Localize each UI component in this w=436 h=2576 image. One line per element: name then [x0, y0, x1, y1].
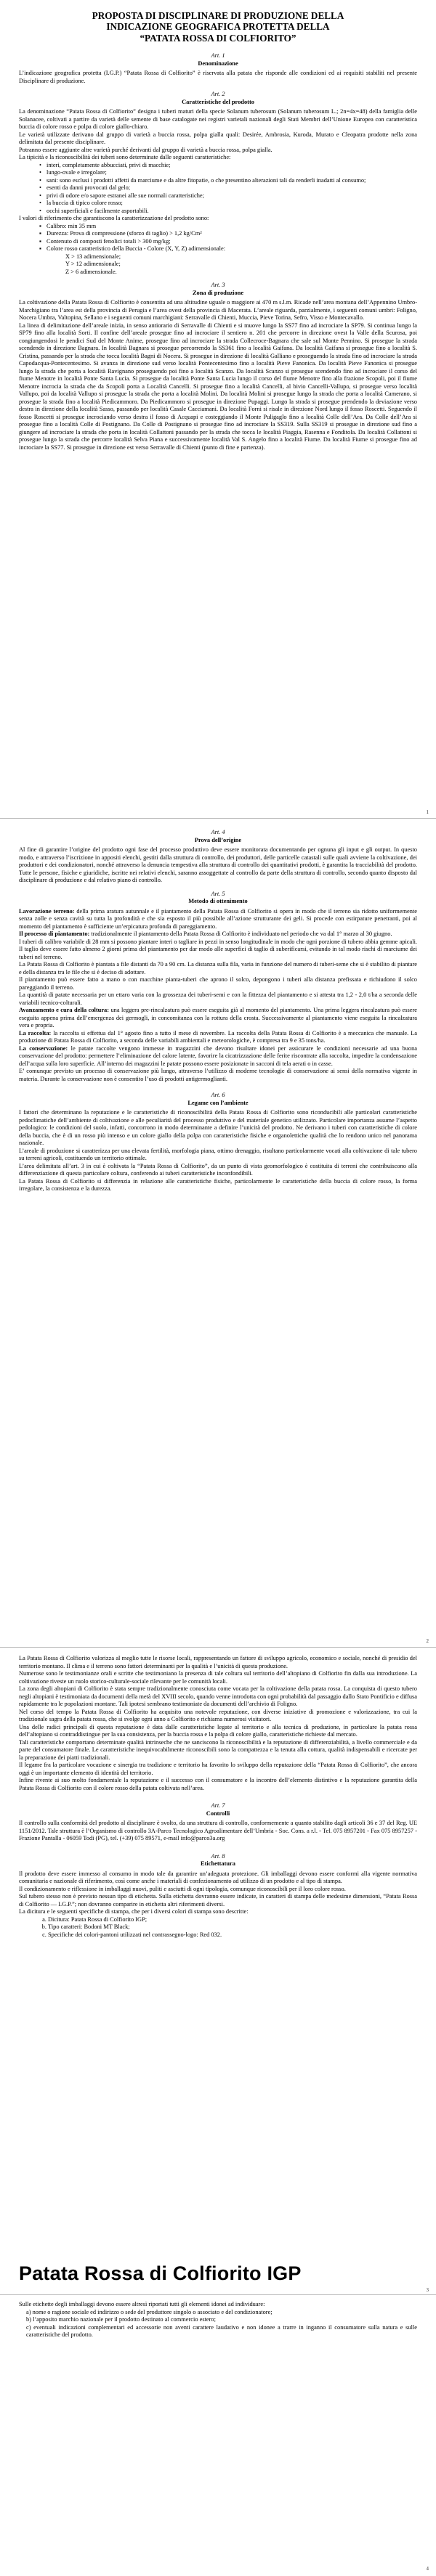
page-number: 4 [426, 2566, 429, 2572]
art1-text: L’indicazione geografica protetta (I.G.P.) “Patata Rossa di Colfiorito” è riservata alla patata che risponde alle condizioni ed ai requisiti stabiliti nel presente Disciplinare di produzione. [19, 70, 417, 84]
xyz-values [65, 253, 417, 277]
label-specs-list [48, 1916, 417, 1939]
page-1-content [19, 10, 417, 451]
art3-paragraph: La linea di delimitazione dell’areale inizia, in senso antiorario di Serravalle di Chienti e si muove lungo la SS77 fino ad incrociare la SP79. Si continua lungo la SP79 fino alla località Sorti. Il confine dell’areale prosegue fino ad incrociare il sentiero n. 201 che percorre in direzione ovest la Valle della Scurosa, poi congiungendosi le pendici Sud del Monte Anime, prosegue fino ad incrociare la strada Collecroce-Bagnara che sale sul Monte Pennino. Si prosegue la strada scendendo in direzione Bagnara. In località Bagnara si prosegue percorrendo la SS361 fino a località Gaifana. Da località Gaifana si prosegue fino a località S. Cristina, passando per la strada che tocca località Bagni di Nocera. Si prosegue in direzione di località Galliano e proseguendo la strada fino ad incrociare la strada Capodacqua-Pontecentesimo. Si avanza in direzione sud verso località Pontecentesimo fino a località Pieve Fanonica. Da località Pieve Fanonica si prosegue lungo la strada che porta a località Ravignano proseguendo poi fino a località Scanzo. Da località Scanzo si prosegue scendendo fino ad incrociare il corso del fiume Menotre in località Ponte Santa Lucia. Si prosegue da località Ponte Santa Lucia lungo il corso del fiume Menotre fino alla frazione Scopoli, poi il fiume Menotre incrocia la strada che da Scopoli porta a Località Cancelli. Si prosegue fino a località Cancelli, al bivio Cancelli-Vallupo, si prosegue verso località Vallupo, poi da località Vallupo si prosegue la strada che porta a località Molini. Da località Molini si prosegue lungo la strada che porta a località Camerano, si prosegue la strada fino a località Piedicammoro. Da Piedicammoro si prosegue in direzione Pupaggi. Lungo la strada si prosegue prendendo la deviazione verso destra in direzione della località Sasso, passando per località Casale Cacciamani. Da località Forni si risale in direzione Nord lungo il fosso Roscetti. Seguendo il fosso Roscetti si prosegue incrociando verso destra il fosso di Acquapi e costeggiando il Monte Puligaglo fino a località Colle dell’Ara. Da Colle dell’Ara si prosegue fino a località Colle di Postignano. Da Colle di Postignano si prosegue fino ad incrociare la SS319. Sulla SS319 si prosegue in direzione sud fino a giungere ad incrociare la strada che porta in località Collattoni passando per la strada che tocca le località Piaggia, Rasenna e Fonditola. Da località Collattoni si prosegue lungo la strada che percorre località Selva Piana e successivamente località Val S. Angelo fino a località Fiume. Da località Fiume si prosegue fino ad incrociare la SS77. Si prosegue in direzione est verso Serravalle di Chienti (punto di fine e partenza). [19, 322, 417, 451]
art3-label: Art. 3 [211, 282, 225, 289]
art6-paragraph: La zona degli altopiani di Colfiorito è stata sempre tradizionalmente conosciuta come vocata per la coltivazione della patata rossa. La conquista di questo tubero negli altopiani è testimoniata da documenti della metà del XVIII secolo, quando venne introdotta con ogni probabilità dal passaggio dallo Stato Pontificio e diffusa rapidamente tra le popolazioni montane. Tali ipotesi sembrano testimoniate da documenti dell’archivio di Foligno. [19, 1685, 417, 1707]
art8-title: Etichettatura [201, 1860, 235, 1867]
page-2 [0, 819, 436, 1648]
art6-paragraph: Il legame fra la particolare vocazione e sinergia tra tradizione e territorio ha favorito lo sviluppo della reputazione della “Patata Rossa di Colfiorito”, che ancora oggi è un importante elemento di identità del territorio. [19, 1762, 417, 1776]
lavorazione-text: della prima aratura autunnale e il piantamento della Patata Rossa di Colfiorito si opera in modo che il terreno sia ridotto uniformemente senza zolle e senza cavità su tutta la profondità e che sia esposto il più possibile all’azione strutturante dei geli. Si procede con estirpature penetranti, poi al momento del piantamento è sufficiente un’erpicatura profonda di pareggiamento. [19, 907, 417, 930]
art6-paragraph: La Patata Rossa di Colfiorito si differenzia in relazione alle caratteristiche fisiche, particolarmente le caratteristiche della buccia di colore rosso, la forma irregolare, la consistenza e la durezza. [19, 1177, 417, 1192]
art6-title: Legame con l’ambiente [187, 1099, 249, 1106]
title-line-2: INDICAZIONE GEOGRAFICA PROTETTA DELLA [106, 21, 330, 33]
title-line-3: “PATATA ROSSA DI COLFIORITO” [140, 32, 296, 44]
art8-paragraph: Sul tubero stesso non è previsto nessun tipo di etichetta. Sulla etichetta dovranno essere indicate, in caratteri di stampa delle medesime dimensioni, “Patata Rossa di Colfiorito — I.G.P.”; non dovranno comparire in etichetta altri riferimenti diversi. [19, 1893, 417, 1908]
art4-label: Art. 4 [211, 829, 225, 835]
page-4 [0, 2295, 436, 2576]
art2-label: Art. 2 [211, 91, 225, 98]
title-line-1: PROPOSTA DI DISCIPLINARE DI PRODUZIONE DELLA [92, 10, 344, 21]
list-item: a. Dicitura: Patata Rossa di Colfiorito IGP; [48, 1916, 417, 1924]
tuber-features-list [41, 162, 417, 216]
art5-paragraph: La Patata Rossa di Colfiorito è piantata a file distanti da 70 a 90 cm. La distanza sulla fila, varia in funzione del numero di tuberi-seme che si è stabilito di piantare e della distanza tra le file che si è deciso di adottare. [19, 961, 417, 976]
art7-label: Art. 7 [211, 1802, 225, 1809]
document-title [19, 10, 417, 44]
list-item: ▪ Durezza: Prova di compressione (sforzo di taglio) > 1,2 kg/Cm² [41, 230, 417, 238]
art3-paragraph: La coltivazione della Patata Rossa di Colfiorito è consentita ad una altitudine uguale o maggiore ai 470 m s.l.m. Ricade nell’area montana dell’Appennino Umbro-Marchigiano tra l’area est della provincia di Perugia e l’area ovest della provincia di Macerata. L’areale riguarda, parzialmente, i seguenti comuni umbri: Foligno, Nocera Umbra, Valtopina, Sellano e i seguenti comuni marchigiani: Serravalle di Chienti, Muccia, Pieve Torina, Sefro, Visso e Montecavallo. [19, 299, 417, 322]
art5-paragraph [19, 1007, 417, 1030]
art3-title: Zona di produzione [192, 289, 244, 296]
art6-label: Art. 6 [211, 1092, 225, 1098]
avanzamento-heading: Avanzamento e cura della coltura: [19, 1007, 110, 1013]
art6-paragraph: La Patata Rossa di Colfiorito valorizza al meglio tutte le risorse locali, rappresentando un fattore di sviluppo agricolo, economico e sociale, nonché di presidio del territorio montano. Il clima e il terreno sono fattori determinanti per la qualità e l’unicità di questa produzione. [19, 1655, 417, 1669]
art6-paragraph: Tali caratteristiche comportano determinate qualità intrinseche che ne sanciscono la riconoscibilità e la reputazione di differenziabilità, a livello commerciale e da parte del consumatore finale. Le caratteristiche inequivocabilmente riconoscibili sono la compattezza e la tenuta alla cottura, qualità indispensabili e ricercate per la preparazione dei piatti tradizionali. [19, 1738, 417, 1761]
list-item: • sani: sono esclusi i prodotti affetti da marciume e da altre fitopatie, o che presentino alterazioni tali da renderli inadatti al consumo; [41, 177, 417, 185]
raccolta-heading: La raccolta: [19, 1029, 52, 1036]
reference-values-list [41, 223, 417, 253]
list-item: Y > 12 adimensionale; [65, 261, 121, 268]
list-item: Z > 6 adimensionale. [65, 268, 117, 275]
art2-paragraph: La denominazione “Patata Rossa di Colfiorito” designa i tuberi maturi della specie Solanum tuberosum (Solanum tuberosum L.; 2n=4x=48) della famiglia delle Solanacee, coltivati a partire da varietà delle semente di base catalogate nei registri varietali nazionali degli Stati Membri dell’Unione Europea con caratteristica buccia di colore rosso e polpa di colore giallo-chiaro. [19, 108, 417, 131]
page-1 [0, 0, 436, 819]
art1-title: Denominazione [198, 60, 238, 67]
art2-paragraph: Le varietà utilizzate derivano dal gruppo di varietà a buccia rossa, polpa gialla quali: Desirée, Ambrosia, Kuroda, Murato e Cleopatra prodotte nella zona delimitata dal presente disciplinare. [19, 131, 417, 146]
art6-paragraph: I fattori che determinano la reputazione e le caratteristiche di riconoscibilità della Patata Rossa di Colfiorito sono riconducibili alle particolari caratteristiche pedoclimatiche dell’ambiente di coltivazione e alle peculiarità del processo produttivo e del materiale genetico utilizzato. Particolare importanza assume l’aspetto pedologico: le condizioni del suolo, infatti, concorrono in modo determinante a definire l’unicità del prodotto. Ne derivano i tuberi con caratteristiche di colore della buccia, che è di un rosso più intenso e un colore giallo della polpa con caratteristiche fisiche e organolettiche qualità che lo rendono unico nel panorama nazionale. [19, 1109, 417, 1146]
conservazione-heading: La conservazione: [19, 1044, 68, 1052]
art8-label: Art. 8 [211, 1852, 225, 1860]
page-4-content [19, 2301, 417, 2339]
art5-title: Metodo di ottenimento [188, 898, 248, 904]
page-number: 3 [426, 2287, 429, 2293]
art5-paragraph: Il piantamento può essere fatto a mano o con macchine pianta-tuberi che aprono il solco, depongono i tuberi alla distanza prefissata e richiudono il solco pareggiando il terreno. [19, 976, 417, 991]
art5-paragraph [19, 908, 417, 931]
piantamento-heading: Il processo di piantamento: [19, 931, 90, 937]
list-item: ▪ Contenuto di composti fenolici totali > 300 mg/kg; [41, 238, 417, 246]
art8-paragraph: Sulle etichette degli imballaggi devono essere altresì riportati tutti gli elementi idonei ad individuare: [19, 2301, 265, 2307]
art5-paragraph [19, 1030, 417, 1045]
art4-title: Prova dell’origine [194, 836, 242, 843]
list-item: • la buccia di tipico colore rosso; [41, 200, 417, 208]
list-item: a) nome o ragione sociale ed indirizzo o sede del produttore singolo o associato e del condizionatore; [26, 2308, 272, 2315]
art8-paragraph: Il prodotto deve essere immesso al consumo in modo tale da garantire un’adeguata protezione. Gli imballaggi devono essere conformi alla vigente normativa comunitaria e nazionale di riferimento, così come anche i materiali di confezionamento ad utilizzo di un prodotto e al tipo di stampa. [19, 1870, 417, 1884]
conservazione-text: le patate raccolte vengono immesse in magazzini che devono risultare idonei per assicurare le condizioni necessarie ad una buona conservazione del prodotto: permettere l’eliminazione del calore latente, favorire la cicatrizzazione delle ferite riscontrate alla raccolta, impedire la condensazione dell’acqua sulla loro superficie. All’interno dei magazzini le patate possono essere posizionate in sacconi di tela aerati o in casse. [19, 1044, 417, 1067]
art5-paragraph [19, 931, 417, 939]
list-item: • lungo-ovale e irregolare; [41, 169, 417, 177]
art6-paragraph: L’area delimitata all’art. 3 in cui è coltivata la “Patata Rossa di Colfiorito”, da un punto di vista geomorfologico è costituita di terreni che contribuiscono alla differenziazione di questa particolare coltura, conferendo ai tuberi caratteristiche inconfondibili. [19, 1162, 417, 1177]
page-3-content [19, 1655, 417, 1939]
list-item: ▪ Colore rosso caratteristico della Buccia - Colore (X, Y, Z) adimensionale: [41, 245, 417, 253]
art8-paragraph: Il condizionamento e riflessione in imballaggi nuovi, puliti e asciutti di ogni tipologia, comunque riconoscibili per il loro colore rosso. [19, 1885, 346, 1892]
art8-paragraph: La dicitura e le seguenti specifiche di stampa, che per i diversi colori di stampa sono descritte: [19, 1908, 249, 1915]
label-elements-list [26, 2309, 417, 2339]
list-item: • interi, completamente abbucciati, privi di macchie; [41, 162, 417, 170]
art6-paragraph: L’areale di produzione si caratterizza per una elevata fertilità, morfologia piana, ottimo drenaggio, risultano particolarmente vocati alla coltivazione di tale tubero su terreni agricoli, costituendo un territorio ottimale. [19, 1147, 417, 1161]
list-item: b) l’apposito marchio nazionale per il prodotto destinato al commercio estero; [26, 2316, 216, 2323]
art6-paragraph: Infine rivente ai suo molto fondamentale la reputazione e il successo con il consumatore e la incontro dell’elemento distintivo e la reputazione garantita della Patata Rossa di Colfiorito con il colore rosso della patata coltivata nell’area. [19, 1777, 417, 1791]
art5-paragraph: I tuberi di calibro variabile di 28 mm si possono piantare interi o tagliare in pezzi in senso longitudinale in modo che ogni porzione di tubero abbia gemme apicali. Il taglio deve essere fatto almeno 2 giorni prima del piantamento per dar modo alle superfici di taglio di suberificarsi, evitando in tal modo rischi di marciume dei tuberi nel terreno. [19, 938, 417, 960]
page-2-content [19, 827, 417, 1193]
list-item: c) eventuali indicazioni complementari ed accessorie non aventi carattere laudativo e non idonee a trarre in inganno il consumatore sulla natura e sulle caratteristiche del prodotto. [26, 2323, 417, 2338]
art2-title: Caratteristiche del prodotto [182, 98, 254, 105]
list-item: X > 13 adimensionale; [65, 253, 121, 260]
raccolta-text: la raccolta si effettua dal 1° agosto fino a tutto il mese di novembre. La raccolta della Patata Rossa di Colfiorito è a meccanica che manuale. La produzione di Patata Rossa di Colfiorito, a seconda delle variabili ambientali e meteorologiche, è compresa tra 9 e 35 tons/ha. [19, 1029, 417, 1044]
art2-paragraph: I valori di riferimento che garantiscono la caratterizzazione del prodotto sono: [19, 215, 209, 222]
art2-paragraph: Potranno essere aggiunte altre varietà purché derivanti dal gruppo di varietà a buccia rossa, polpa gialla. [19, 146, 272, 153]
lavorazione-heading: Lavorazione terreno: [19, 907, 75, 915]
list-item: b. Tipo caratteri: Bodoni MT Black; [48, 1923, 417, 1931]
avanzamento-text: una leggera pre-rincalzatura può essere eseguita già al momento del piantamento. Una prima leggera rincalzatura può essere eseguita appena prima dell’emergenza dei germogli, in concomitanza con la rottura della crosta. Successivamente al piantamento viene eseguita la rincalzatura vera e propria. [19, 1007, 417, 1029]
piantamento-text: tradizionalmente il piantamento della Patata Rossa di Colfiorito è individuato nel periodo che va dal 1° marzo al 30 giugno. [89, 931, 392, 937]
art5-paragraph [19, 1045, 417, 1068]
list-item: ▪ Calibro: min 35 mm [41, 223, 417, 231]
art6-paragraph: Numerose sono le testimonianze orali e scritte che testimoniano la presenza di tale coltura sul territorio dell’altopiano di Colfiorito fin dalla sua introduzione. La coltivazione riveste un ruolo storico-culturale-sociale rilevante per le comunità locali. [19, 1670, 417, 1685]
art2-paragraph: La tipicità e la riconoscibilità dei tuberi sono determinate dalle seguenti caratteristiche: [19, 154, 231, 161]
page-number: 1 [426, 809, 429, 815]
art1-label: Art. 1 [211, 52, 225, 60]
art5-paragraph: La quantità di patate necessaria per un ettaro varia con la grossezza dei tuberi-semi e con la fittezza del piantamento e si attesta tra 1,2 - 2,0 t/ha a seconda delle variabili tecnico-colturali. [19, 991, 417, 1006]
list-item: • privi di odore e/o sapore estranei alle sue normali caratteristiche; [41, 192, 417, 200]
page-3 [0, 1648, 436, 2295]
list-item: • occhi superficiali e facilmente asportabili. [41, 208, 417, 216]
igp-logo-text: Patata Rossa di Colfiorito IGP [19, 2262, 302, 2284]
list-item: • esenti da danni provocati dal gelo; [41, 184, 417, 192]
list-item: c. Specifiche dei colori-pantoni utilizzati nel contrassegno-logo: Red 032. [48, 1931, 417, 1939]
art5-paragraph: E’ comunque previsto un processo di conservazione più lungo, attraverso l’utilizzo di moderne tecnologie di conservazione ai sensi della normativa vigente in materia. Durante la conservazione non è consentito l’uso di prodotti antigermoglianti. [19, 1068, 417, 1082]
art6-paragraph: Una delle radici principali di questa reputazione è data dalle caratteristiche legate al territorio e alla tecnica di produzione, in particolare la patata rossa dell’altopiano si contraddistingue per la sua consistenza, per la buccia rossa e la polpa di colore giallo, caratteristiche richieste dal mercato. [19, 1723, 417, 1738]
art7-paragraph: Il controllo sulla conformità del prodotto al disciplinare è svolto, da una struttura di controllo, conformemente a quanto stabilito dagli articoli 36 e 37 del Reg. UE 1151/2012. Tale struttura è l’Organismo di controllo 3A-Parco Tecnologico Agroalimentare dell’Umbria - Soc. Cons. a r.l. - Tel. 075 8957201 - Fax 075 8957257 - Frazione Pantalla - 06059 Todi (PG), tel. (+39) 075 89571, e-mail info@parco3a.org [19, 1820, 417, 1841]
art6-paragraph: Nel corso del tempo la Patata Rossa di Colfiorito ha acquisito una notevole reputazione, con diverse iniziative di promozione e valorizzazione, tra cui la tradizionale sagra della patata rossa, che si svolge ogni anno a Colfiorito e richiama numerosi visitatori. [19, 1708, 417, 1722]
page-number: 2 [426, 1638, 429, 1644]
art4-paragraph: Al fine di garantire l’origine del prodotto ogni fase del processo produttivo deve essere monitorata documentando per ognuna gli input e gli output. In questo modo, e attraverso l’iscrizione in appositi elenchi, gestiti dalla struttura di controllo, dei produttori, delle particelle catastali sulle quali avviene la coltivazione, dei produttori e dei condizionatori, nonché attraverso la denuncia tempestiva alla struttura di controllo dei quantitativi prodotti, è garantita la tracciabilità del prodotto. Tutte le persone, fisiche e giuridiche, iscritte nei relativi elenchi, saranno assoggettate al controllo da parte della struttura di controllo, secondo quanto disposto dal disciplinare di produzione e dal relativo piano di controllo. [19, 846, 417, 883]
art5-label: Art. 5 [211, 890, 225, 897]
art7-title: Controlli [206, 1810, 230, 1817]
